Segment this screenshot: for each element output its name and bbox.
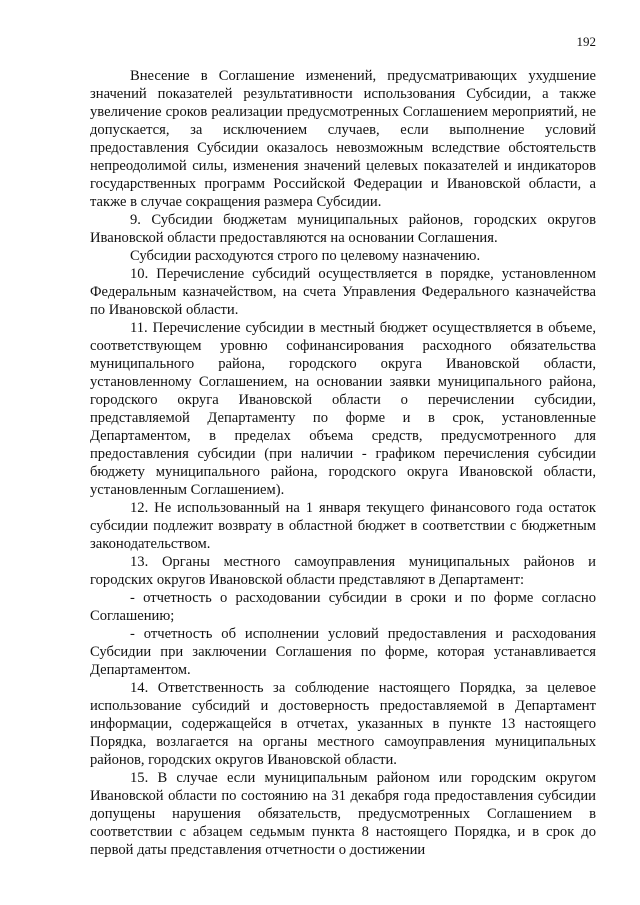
- paragraph-14: 14. Ответственность за соблюдение настоящего Порядка, за целевое использование субсидий и достоверность предоставляемой в Департамент информации, содержащейся в отчетах, указанных в пункте 13 настоящего Порядка, возлагается на органы местного самоуправления муниципальных районов, городских округов Ивановской области.: [90, 680, 596, 768]
- paragraph-10: 10. Перечисление субсидий осуществляется в порядке, установленном Федеральным казначейством, на счета Управления Федерального казначейства по Ивановской области.: [90, 266, 596, 318]
- paragraph-13-item-1: - отчетность о расходовании субсидии в сроки и по форме согласно Соглашению;: [90, 590, 596, 624]
- paragraph-15: 15. В случае если муниципальным районом или городским округом Ивановской области по состоянию на 31 декабря года предоставления субсидии допущены нарушения обязательств, предусмотренных Соглашением в соответствии с абзацем седьмым пункта 8 настоящего Порядка, и в срок до первой даты представления отчетности о достижении: [90, 770, 596, 858]
- page-number: 192: [576, 34, 596, 49]
- paragraph-9: 9. Субсидии бюджетам муниципальных районов, городских округов Ивановской области предоставляются на основании Соглашения.: [90, 212, 596, 246]
- document-body: [90, 67, 596, 859]
- paragraph-amendments: Внесение в Соглашение изменений, предусматривающих ухудшение значений показателей результативности использования Субсидии, а также увеличение сроков реализации предусмотренных Соглашением мероприятий, не допускается, за исключением случаев, если выполнение условий предоставления Субсидии оказалось невозможным вследствие обстоятельств непреодолимой силы, изменения значений целевых показателей и индикаторов государственных программ Российской Федерации и Ивановской области, а также в случае сокращения размера Субсидии.: [90, 68, 596, 210]
- paragraph-11: 11. Перечисление субсидии в местный бюджет осуществляется в объеме, соответствующем уровню софинансирования расходного обязательства муниципального района, городского округа Ивановской области, установленному Соглашением, на основании заявки муниципального района, городского округа Ивановской области о перечислении субсидии, представляемой Департаменту по форме и в срок, установленные Департаментом, в пределах объема средств, предусмотренного для предоставления субсидии (при наличии - графиком перечисления субсидии бюджету муниципального района, городского округа Ивановской области, установленным Соглашением).: [90, 320, 596, 498]
- paragraph-13-item-2: - отчетность об исполнении условий предоставления и расходования Субсидии при заключении Соглашения по форме, которая устанавливается Департаментом.: [90, 626, 596, 678]
- paragraph-target-use: Субсидии расходуются строго по целевому назначению.: [130, 248, 481, 264]
- paragraph-12: 12. Не использованный на 1 января текущего финансового года остаток субсидии подлежит возврату в областной бюджет в соответствии с бюджетным законодательством.: [90, 500, 596, 552]
- paragraph-13: 13. Органы местного самоуправления муниципальных районов и городских округов Ивановской области представляют в Департамент:: [90, 554, 596, 588]
